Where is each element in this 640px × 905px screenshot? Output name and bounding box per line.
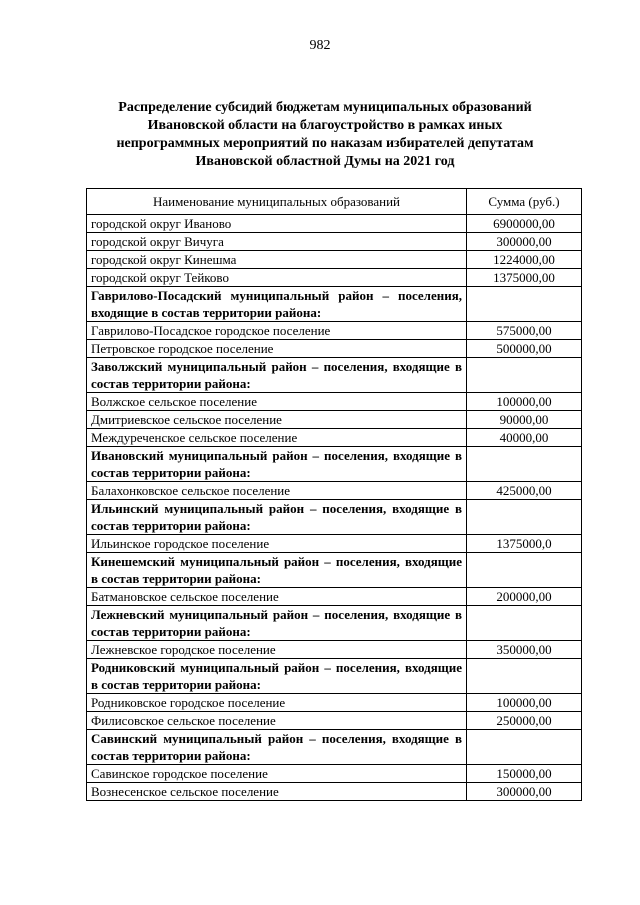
table-group-row — [87, 659, 582, 694]
column-header-name: Наименование муниципальных образований — [87, 189, 467, 215]
table-row — [87, 233, 582, 251]
row-sum: 1375000,00 — [467, 269, 582, 287]
row-sum — [467, 553, 582, 588]
row-sum: 500000,00 — [467, 340, 582, 358]
row-name: Петровское городское поселение — [87, 340, 467, 358]
group-name: Кинешемский муниципальный район – поселения, входящие в состав территории района: — [87, 553, 467, 588]
row-sum — [467, 730, 582, 765]
row-name: Ильинское городское поселение — [87, 535, 467, 553]
group-name: Гаврилово-Посадский муниципальный район – поселения, входящие в состав территории района: — [87, 287, 467, 322]
table-row — [87, 269, 582, 287]
row-name: Гаврилово-Посадское городское поселение — [87, 322, 467, 340]
table-row — [87, 340, 582, 358]
row-sum — [467, 500, 582, 535]
row-name: Вознесенское сельское поселение — [87, 783, 467, 801]
table-row — [87, 588, 582, 606]
row-name: городской округ Иваново — [87, 215, 467, 233]
row-sum: 150000,00 — [467, 765, 582, 783]
group-name: Родниковский муниципальный район – поселения, входящие в состав территории района: — [87, 659, 467, 694]
row-name: Лежневское городское поселение — [87, 641, 467, 659]
row-sum — [467, 358, 582, 393]
row-name: Дмитриевское сельское поселение — [87, 411, 467, 429]
table-group-row — [87, 606, 582, 641]
row-sum: 350000,00 — [467, 641, 582, 659]
table-row — [87, 783, 582, 801]
row-sum: 40000,00 — [467, 429, 582, 447]
table-row — [87, 215, 582, 233]
row-sum — [467, 287, 582, 322]
table-group-row — [87, 358, 582, 393]
row-sum: 100000,00 — [467, 393, 582, 411]
table-group-row — [87, 447, 582, 482]
subsidy-table — [86, 188, 582, 801]
row-sum: 200000,00 — [467, 588, 582, 606]
group-name: Савинский муниципальный район – поселения, входящие в состав территории района: — [87, 730, 467, 765]
row-name: Балахонковское сельское поселение — [87, 482, 467, 500]
table-group-row — [87, 553, 582, 588]
table-group-row — [87, 500, 582, 535]
table-row — [87, 535, 582, 553]
row-sum: 1375000,0 — [467, 535, 582, 553]
row-sum: 1224000,00 — [467, 251, 582, 269]
table-row — [87, 393, 582, 411]
row-name: городской округ Кинешма — [87, 251, 467, 269]
row-sum: 575000,00 — [467, 322, 582, 340]
table-group-row — [87, 730, 582, 765]
row-sum — [467, 447, 582, 482]
row-sum: 425000,00 — [467, 482, 582, 500]
row-name: Родниковское городское поселение — [87, 694, 467, 712]
row-name: Батмановское сельское поселение — [87, 588, 467, 606]
table-row — [87, 765, 582, 783]
table-row — [87, 251, 582, 269]
document-title: Распределение субсидий бюджетам муниципальных образований Ивановской области на благоустройство в рамках иных непрограммных мероприятий по наказам избирателей депутатам Ивановской областной Думы на 2021 год — [116, 100, 534, 169]
group-name: Заволжский муниципальный район – поселения, входящие в состав территории района: — [87, 358, 467, 393]
column-header-sum: Сумма (руб.) — [467, 189, 582, 215]
group-name: Ивановский муниципальный район – поселения, входящие в состав территории района: — [87, 447, 467, 482]
row-name: Савинское городское поселение — [87, 765, 467, 783]
table-group-row — [87, 287, 582, 322]
table-row — [87, 411, 582, 429]
row-sum: 250000,00 — [467, 712, 582, 730]
group-name: Лежневский муниципальный район – поселения, входящие в состав территории района: — [87, 606, 467, 641]
table-row — [87, 712, 582, 730]
row-name: Междуреченское сельское поселение — [87, 429, 467, 447]
table-row — [87, 482, 582, 500]
row-sum — [467, 659, 582, 694]
row-name: городской округ Тейково — [87, 269, 467, 287]
row-sum: 90000,00 — [467, 411, 582, 429]
row-name: Филисовское сельское поселение — [87, 712, 467, 730]
table-row — [87, 429, 582, 447]
table-row — [87, 641, 582, 659]
row-name: городской округ Вичуга — [87, 233, 467, 251]
row-sum: 100000,00 — [467, 694, 582, 712]
table-row — [87, 694, 582, 712]
table-header-row — [87, 189, 582, 215]
table-row — [87, 322, 582, 340]
row-sum: 300000,00 — [467, 783, 582, 801]
row-name: Волжское сельское поселение — [87, 393, 467, 411]
row-sum — [467, 606, 582, 641]
page-number: 982 — [309, 38, 331, 53]
row-sum: 6900000,00 — [467, 215, 582, 233]
group-name: Ильинский муниципальный район – поселения, входящие в состав территории района: — [87, 500, 467, 535]
row-sum: 300000,00 — [467, 233, 582, 251]
